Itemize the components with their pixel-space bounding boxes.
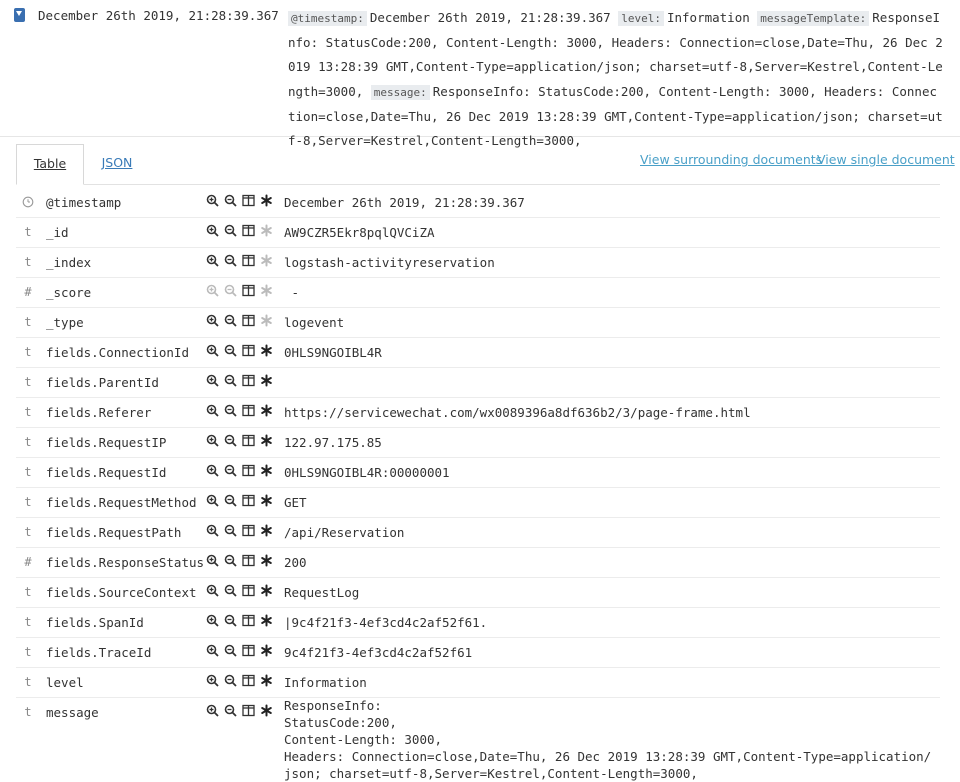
zoom-in-icon[interactable] [206,224,220,240]
zoom-out-icon[interactable] [224,464,238,480]
summary-label: messageTemplate: [757,11,869,26]
summary-value: Information [666,10,750,25]
zoom-out-icon[interactable] [224,344,238,360]
field-name: _score [46,285,92,300]
field-value: 200 [284,555,307,570]
field-value: GET [284,495,307,510]
summary-value: December 26th 2019, 21:28:39.367 [369,10,611,25]
field-value: /api/Reservation [284,525,405,540]
field-name: fields.RequestPath [46,525,182,540]
message-line: StatusCode:200, [284,715,397,730]
toggle-column-icon[interactable] [242,614,256,630]
toggle-column-icon[interactable] [242,344,256,360]
field-value: 9c4f21f3-4ef3cd4c2af52f61 [284,645,473,660]
message-line: ResponseInfo: [284,698,382,713]
zoom-out-icon[interactable] [224,284,238,300]
table-row [16,278,940,308]
toggle-column-icon[interactable] [242,674,256,690]
string-type-icon: t [24,465,32,479]
filter-exists-icon[interactable] [260,284,274,300]
string-type-icon: t [24,525,32,539]
string-type-icon: t [24,405,32,419]
filter-exists-icon[interactable] [260,644,274,660]
filter-exists-icon[interactable] [260,494,274,510]
zoom-out-icon[interactable] [224,494,238,510]
zoom-out-icon[interactable] [224,584,238,600]
number-type-icon: # [24,555,32,569]
zoom-in-icon[interactable] [206,584,220,600]
clock-icon [22,195,34,208]
string-type-icon: t [24,345,32,359]
zoom-in-icon[interactable] [206,194,220,210]
filter-exists-icon[interactable] [260,704,274,720]
string-type-icon: t [24,435,32,449]
field-value: logevent [284,315,345,330]
toggle-column-icon[interactable] [242,584,256,600]
toggle-column-icon[interactable] [242,314,256,330]
field-name: _index [46,255,92,270]
table-row [16,458,940,488]
zoom-in-icon[interactable] [206,314,220,330]
toggle-column-icon[interactable] [242,374,256,390]
string-type-icon: t [24,315,32,329]
zoom-out-icon[interactable] [224,194,238,210]
field-name: level [46,675,84,690]
table-row [16,398,940,428]
string-type-icon: t [24,705,32,719]
string-type-icon: t [24,255,32,269]
number-type-icon: # [24,285,32,299]
filter-exists-icon[interactable] [260,464,274,480]
field-value: Information [284,675,367,690]
field-name: fields.RequestIP [46,435,167,450]
zoom-in-icon[interactable] [206,374,220,390]
table-row [16,668,940,698]
field-value: 0HLS9NGOIBL4R:00000001 [284,465,450,480]
toggle-column-icon[interactable] [242,254,256,270]
filter-exists-icon[interactable] [260,554,274,570]
summary-value: ResponseInfo: StatusCode:200, Content-Length: 3000, Headers: Connection=close,Date=Thu, 26 Dec 2019 13:28:39 GMT,Content-Type=application/json; charset=utf-8,Server=Kestrel,Content-Length=3000, [288,83,943,149]
message-line: Headers: Connection=close,Date=Thu, 26 Dec 2019 13:28:39 GMT,Content-Type=application/json; charset=utf-8,Server=Kestrel,Content-Length=3000, [284,749,932,781]
toggle-column-icon[interactable] [242,644,256,660]
document-timestamp: December 26th 2019, 21:28:39.367 [38,8,279,23]
field-name: fields.Referer [46,405,152,420]
tab-table[interactable]: Table [16,144,84,185]
table-row [16,338,940,368]
message-line: Content-Length: 3000, [284,732,443,747]
table-row [16,218,940,248]
view-surrounding-documents-link[interactable]: View surrounding documents [640,152,823,167]
field-name: fields.RequestId [46,465,167,480]
summary-label: message: [371,85,430,100]
table-row [16,188,940,218]
field-value: RequestLog [284,585,360,600]
table-row [16,428,940,458]
field-name: message [46,705,99,720]
zoom-in-icon[interactable] [206,644,220,660]
string-type-icon: t [24,585,32,599]
string-type-icon: t [24,225,32,239]
table-row [16,518,940,548]
table-row [16,308,940,338]
string-type-icon: t [24,645,32,659]
summary-value: ResponseInfo: StatusCode:200, Content-Length: 3000, Headers: Connection=close,Date=Thu, 26 Dec 2019 13:28:39 GMT,Content-Type=application/json; charset=utf-8,Server=Kestrel,Content-Length=3000, [288,10,943,99]
filter-exists-icon[interactable] [260,194,274,210]
field-name: fields.ParentId [46,375,159,390]
zoom-in-icon[interactable] [206,674,220,690]
table-row [16,488,940,518]
toggle-column-icon[interactable] [242,494,256,510]
filter-exists-icon[interactable] [260,434,274,450]
toggle-column-icon[interactable] [242,554,256,570]
zoom-in-icon[interactable] [206,344,220,360]
zoom-out-icon[interactable] [224,224,238,240]
field-name: fields.TraceId [46,645,152,660]
field-name: fields.SourceContext [46,585,197,600]
table-row [16,368,940,398]
view-single-document-link[interactable]: View single document [817,152,955,167]
document-summary-row [0,0,960,149]
field-name: fields.ConnectionId [46,345,189,360]
string-type-icon: t [24,495,32,509]
field-name: fields.ResponseStatus [46,555,205,570]
zoom-in-icon[interactable] [206,404,220,420]
zoom-out-icon[interactable] [224,674,238,690]
toggle-column-icon[interactable] [242,434,256,450]
field-value: 122.97.175.85 [284,435,382,450]
field-value: https://servicewechat.com/wx0089396a8df636b2/3/page-frame.html [284,405,751,420]
field-value: logstash-activityreservation [284,255,495,270]
summary-label: level: [618,11,664,26]
table-row [16,578,940,608]
zoom-out-icon[interactable] [224,554,238,570]
table-row [16,698,940,781]
field-value [284,697,934,782]
filter-exists-icon[interactable] [260,404,274,420]
filter-exists-icon[interactable] [260,614,274,630]
table-row [16,248,940,278]
zoom-out-icon[interactable] [224,524,238,540]
string-type-icon: t [24,375,32,389]
zoom-in-icon[interactable] [206,284,220,300]
toggle-column-icon[interactable] [242,194,256,210]
toggle-column-icon[interactable] [242,284,256,300]
zoom-in-icon[interactable] [206,254,220,270]
table-row [16,608,940,638]
zoom-out-icon[interactable] [224,374,238,390]
filter-exists-icon[interactable] [260,254,274,270]
filter-exists-icon[interactable] [260,374,274,390]
zoom-in-icon[interactable] [206,614,220,630]
field-name: _id [46,225,69,240]
zoom-out-icon[interactable] [224,314,238,330]
zoom-out-icon[interactable] [224,704,238,720]
zoom-in-icon[interactable] [206,434,220,450]
field-value: AW9CZR5Ekr8pqlQVCiZA [284,225,435,240]
zoom-out-icon[interactable] [224,434,238,450]
summary-label: @timestamp: [288,11,367,26]
string-type-icon: t [24,675,32,689]
zoom-in-icon[interactable] [206,524,220,540]
toggle-column-icon[interactable] [242,464,256,480]
filter-exists-icon[interactable] [260,314,274,330]
string-type-icon: t [24,615,32,629]
field-value: |9c4f21f3-4ef3cd4c2af52f61. [284,615,488,630]
filter-exists-icon[interactable] [260,524,274,540]
zoom-in-icon[interactable] [206,464,220,480]
zoom-out-icon[interactable] [224,254,238,270]
toggle-column-icon[interactable] [242,404,256,420]
field-name: _type [46,315,84,330]
zoom-out-icon[interactable] [224,614,238,630]
zoom-out-icon[interactable] [224,404,238,420]
field-value: December 26th 2019, 21:28:39.367 [284,195,525,210]
toggle-column-icon[interactable] [242,704,256,720]
document-summary [288,6,944,149]
filter-exists-icon[interactable] [260,584,274,600]
toggle-column-icon[interactable] [242,524,256,540]
filter-exists-icon[interactable] [260,224,274,240]
toggle-column-icon[interactable] [242,224,256,240]
table-row [16,548,940,578]
zoom-in-icon[interactable] [206,554,220,570]
filter-exists-icon[interactable] [260,674,274,690]
field-value: 0HLS9NGOIBL4R [284,345,382,360]
filter-exists-icon[interactable] [260,344,274,360]
field-table [16,188,940,781]
collapse-toggle-icon[interactable] [14,8,25,22]
zoom-out-icon[interactable] [224,644,238,660]
table-row [16,638,940,668]
zoom-in-icon[interactable] [206,704,220,720]
zoom-in-icon[interactable] [206,494,220,510]
tab-json[interactable]: JSON [101,155,133,170]
field-value: - [284,285,300,300]
field-name: @timestamp [46,195,122,210]
field-name: fields.SpanId [46,615,144,630]
field-name: fields.RequestMethod [46,495,197,510]
